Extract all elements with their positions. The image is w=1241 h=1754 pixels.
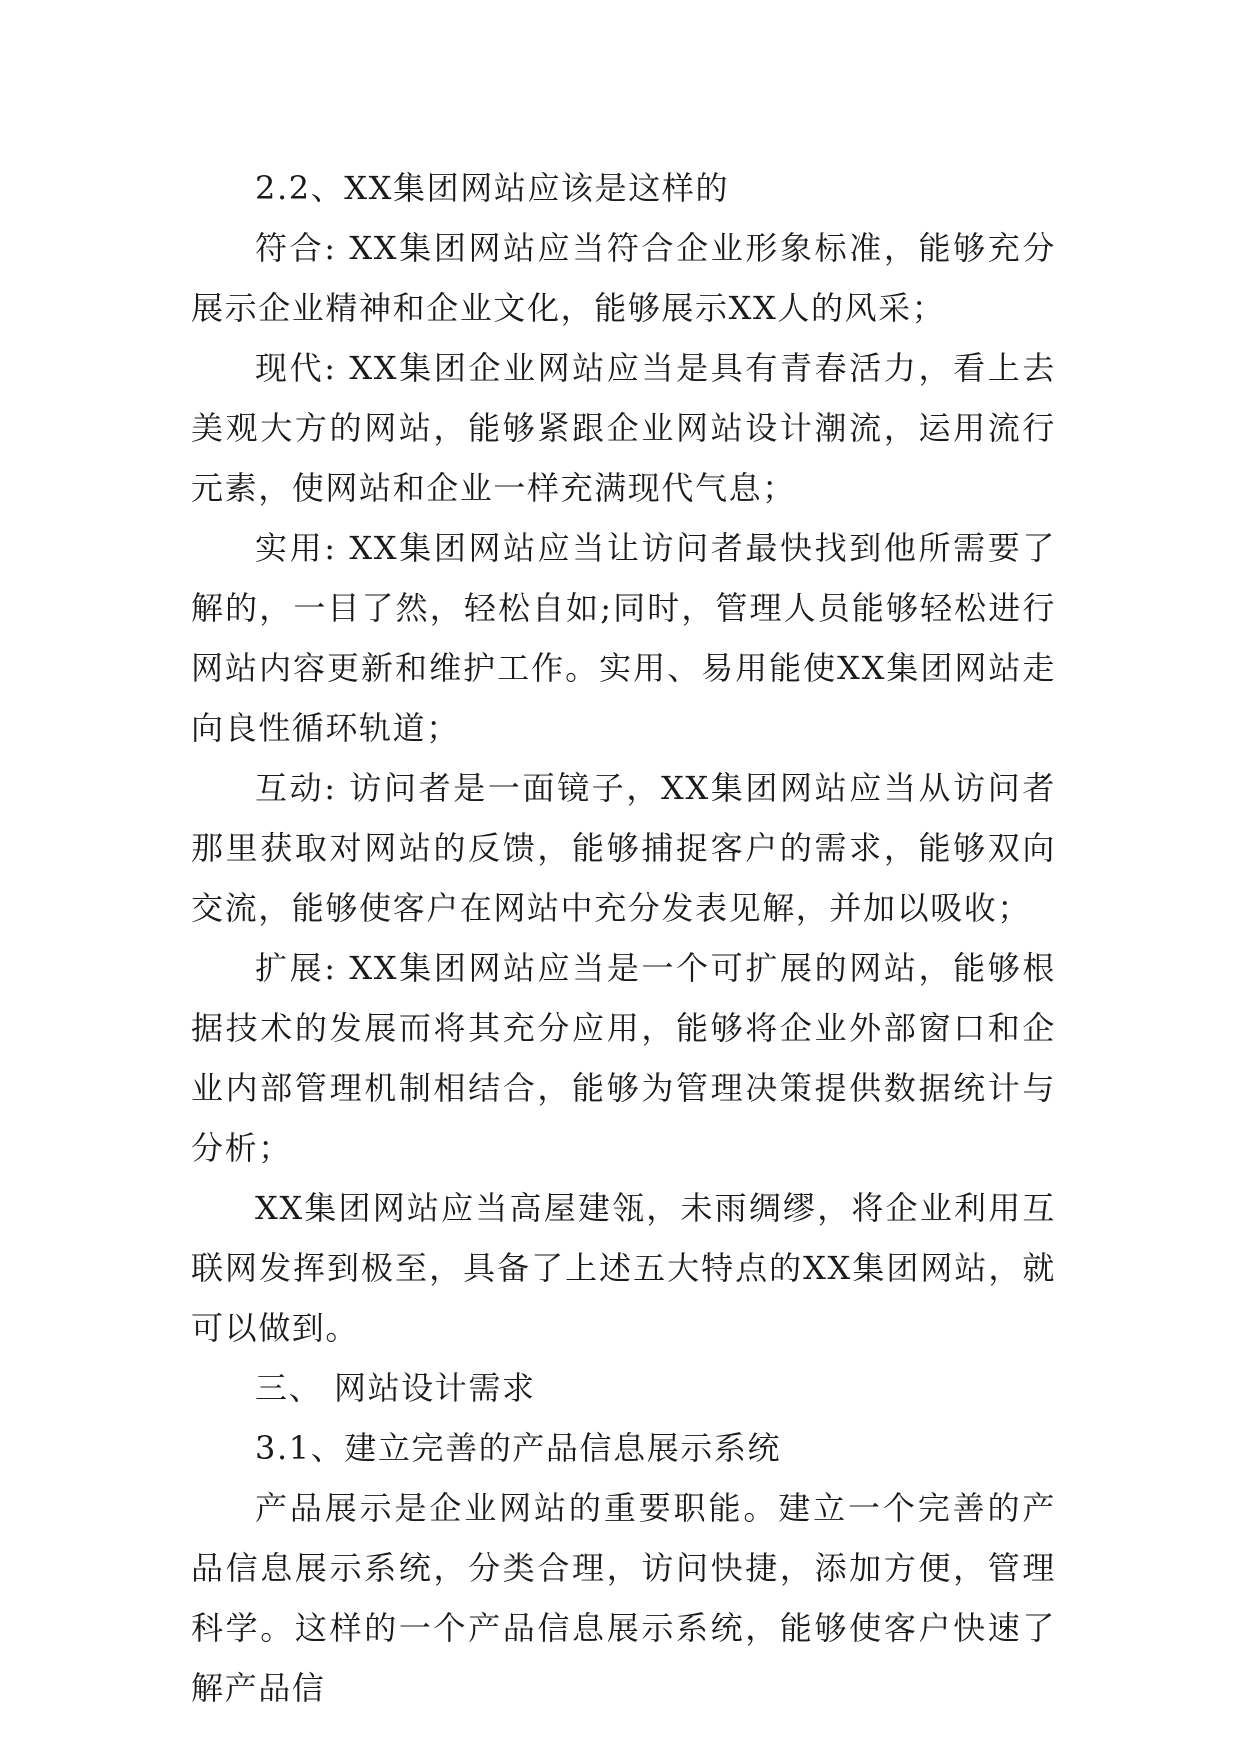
section-heading-2-2: 2.2、XX集团网站应该是这样的 — [255, 169, 730, 207]
document-body — [191, 158, 1056, 1718]
section-heading-3-1: 3.1、建立完善的产品信息展示系统 — [255, 1429, 782, 1467]
paragraph-product-display: 产品展示是企业网站的重要职能。建立一个完善的产品信息展示系统，分类合理，访问快捷，添加方便，管理科学。这样的一个产品信息展示系统，能够使客户快速了解产品信 — [191, 1489, 1056, 1707]
paragraph-practical: 实用: XX集团网站应当让访问者最快找到他所需要了解的，一目了然，轻松自如;同时，管理人员能够轻松进行网站内容更新和维护工作。实用、易用能使XX集团网站走向良性循环轨道； — [191, 529, 1056, 747]
paragraph-conform: 符合: XX集团网站应当符合企业形象标准，能够充分展示企业精神和企业文化，能够展示XX人的风采； — [191, 229, 1056, 327]
paragraph-summary: XX集团网站应当高屋建瓴，未雨绸缪，将企业利用互联网发挥到极至，具备了上述五大特点的XX集团网站，就可以做到。 — [191, 1189, 1056, 1347]
paragraph-interactive: 互动: 访问者是一面镜子，XX集团网站应当从访问者那里获取对网站的反馈，能够捕捉客户的需求，能够双向交流，能够使客户在网站中充分发表见解，并加以吸收； — [191, 769, 1056, 927]
paragraph-extensible: 扩展: XX集团网站应当是一个可扩展的网站，能够根据技术的发展而将其充分应用，能够将企业外部窗口和企业内部管理机制相结合，能够为管理决策提供数据统计与分析； — [191, 949, 1056, 1167]
paragraph-modern: 现代: XX集团企业网站应当是具有青春活力，看上去美观大方的网站，能够紧跟企业网站设计潮流，运用流行元素，使网站和企业一样充满现代气息； — [191, 349, 1056, 507]
section-heading-3: 三、 网站设计需求 — [255, 1369, 536, 1407]
